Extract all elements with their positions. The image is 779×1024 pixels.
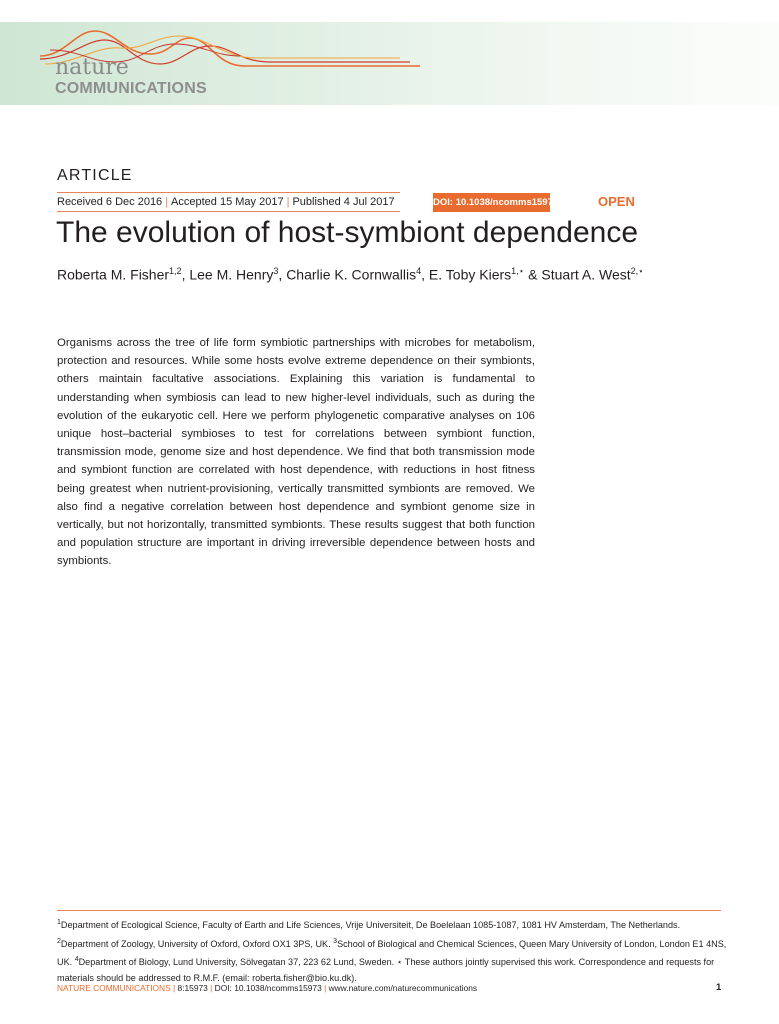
affiliation-number: 3 [333, 937, 338, 945]
logo-nature: nature [55, 55, 129, 80]
journal-banner [0, 22, 779, 105]
supervision-note: ⋆ These authors jointly supervised this work. Correspondence and requests for materials should be addressed to R.M.F. (email: roberta.fisher@bio.ku.dk). [57, 957, 715, 983]
footer-separator: | [210, 983, 213, 993]
affiliation-number: 2 [57, 937, 61, 945]
affiliation-text: School of Biological and Chemical Sciences, Queen Mary University of London, London E1 4NS, UK. [57, 938, 727, 968]
footer-separator: | [324, 983, 327, 993]
affiliation-number: 4 [74, 956, 79, 964]
article-type: ARTICLE [57, 167, 133, 184]
author-affiliation: 3 [273, 266, 279, 276]
footer-separator: | [173, 983, 176, 993]
published-date: Published 4 Jul 2017 [292, 196, 395, 208]
footnote-divider [57, 910, 721, 911]
author-affiliation: 1,⋆ [511, 266, 525, 276]
footer-doi[interactable]: DOI: 10.1038/ncomms15973 [214, 983, 322, 993]
author-name[interactable]: Lee M. Henry [189, 266, 274, 283]
author-affiliation: 2,⋆ [630, 266, 644, 276]
author-list [57, 266, 644, 283]
abstract: Organisms across the tree of life form symbiotic partnerships with microbes for metabolism, protection and resources. While some hosts evolve extreme dependence on their symbionts, others maintain facultative associations. Explaining this variation is fundamental to understanding when symbiosis can lead to new higher-level individuals, such as during the evolution of the eukaryotic cell. Here we perform phylogenetic comparative analyses on 106 unique host–bacterial symbioses to test for correlations between symbiont function, transmission mode, genome size and host dependence. We find that both transmission mode and symbiont function are correlated with host dependence, with reductions in host fitness being greatest when nutrient-provisioning, vertically transmitted symbionts are removed. We also find a negative correlation between host dependence and symbiont genome size in vertically, but not horizontally, transmitted symbionts. These results suggest that both function and population structure are important in driving irreversible dependence between hosts and symbionts. [57, 337, 535, 568]
footer-volume: 8:15973 [177, 983, 208, 993]
footer-url[interactable]: www.nature.com/naturecommunications [328, 983, 478, 993]
article-title: The evolution of host-symbiont dependence [56, 216, 639, 249]
author-separator: , [421, 266, 429, 283]
accepted-date: Accepted 15 May 2017 [171, 196, 284, 208]
page-number: 1 [716, 982, 722, 993]
affiliations [57, 915, 727, 986]
date-separator: | [165, 196, 169, 208]
logo-communications: COMMUNICATIONS [55, 80, 207, 97]
affiliation-text: Department of Biology, Lund University, Sölvegatan 37, 223 62 Lund, Sweden. [78, 957, 397, 968]
author-separator: , [181, 266, 190, 283]
date-separator: | [286, 196, 290, 208]
open-access-label: OPEN [598, 194, 635, 209]
author-affiliation: 4 [416, 266, 422, 276]
doi-badge[interactable]: DOI: 10.1038/ncomms15973 [433, 193, 550, 212]
received-date: Received 6 Dec 2016 [57, 196, 163, 208]
author-name[interactable]: E. Toby Kiers [428, 266, 512, 283]
author-separator: & [524, 266, 542, 283]
footer-journal: NATURE COMMUNICATIONS [57, 983, 171, 993]
author-name[interactable]: Roberta M. Fisher [57, 266, 170, 283]
affiliation-text: Department of Zoology, University of Oxford, Oxford OX1 3PS, UK. [60, 938, 334, 949]
author-separator: , [278, 266, 287, 283]
author-affiliation: 1,2 [169, 266, 182, 276]
affiliation-number: 1 [57, 919, 61, 926]
publication-dates [57, 192, 400, 212]
author-name[interactable]: Stuart A. West [541, 266, 631, 283]
author-name[interactable]: Charlie K. Cornwallis [286, 266, 417, 283]
page-footer [57, 983, 477, 993]
affiliation-text: Department of Ecological Science, Faculty of Earth and Life Sciences, Vrije Universiteit, De Boelelaan 1085-1087, 1081 HV Amsterdam, The Netherlands. [60, 920, 681, 931]
